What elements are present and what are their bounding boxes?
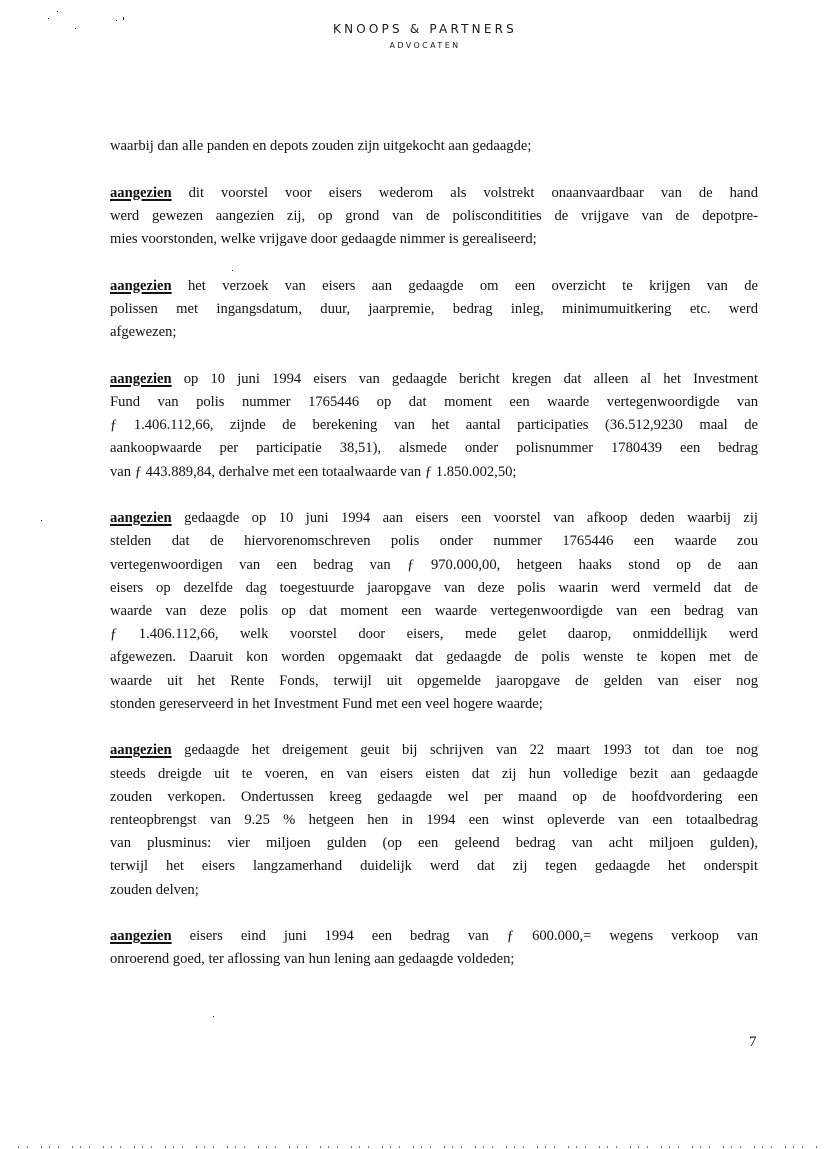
line-text: gedaagde op 10 juni 1994 aan eisers een voorstel van afkoop deden waarbij zij <box>171 510 758 527</box>
line-text: ƒ 1.406.112,66, zijnde de berekening van het aantal participaties (36.512,9230 maal de <box>110 417 758 434</box>
line-text: zouden delven; <box>110 881 199 898</box>
text-line <box>110 739 758 762</box>
text-line <box>110 205 758 228</box>
line-text: stonden gereserveerd in het Investment Fund met een veel hogere waarde; <box>110 695 543 712</box>
text-line <box>110 809 758 832</box>
line-text: Fund van polis nummer 1765446 op dat moment een waarde vertegenwoordigde van <box>110 394 758 410</box>
text-line <box>110 182 758 205</box>
text-line <box>110 321 758 344</box>
text-line <box>110 461 758 484</box>
text-line <box>110 855 758 878</box>
text-line <box>110 228 758 251</box>
line-text: vertegenwoordigen van een bedrag van ƒ 970.000,00, hetgeen haaks stond op de aan <box>110 556 758 573</box>
firm-subtitle: ADVOCATEN <box>389 41 461 50</box>
line-text: het verzoek van eisers aan gedaagde om een overzicht te krijgen van de <box>171 277 758 294</box>
paragraph <box>110 368 758 484</box>
firm-name: KNOOPS & PARTNERS <box>333 22 517 36</box>
text-line <box>110 786 758 809</box>
line-text: eisers eind juni 1994 een bedrag van ƒ 600.000,= wegens verkoop van <box>171 928 758 945</box>
paragraph <box>110 739 758 901</box>
line-text: zouden verkopen. Ondertussen kreeg gedaagde wel per maand op de hoofdvordering een <box>110 788 758 805</box>
text-line <box>110 623 758 646</box>
scan-speck <box>41 520 42 521</box>
line-text: eisers op dezelfde dag toegestuurde jaaropgave van deze polis waarin werd vermeld dat de <box>110 579 758 596</box>
text-line <box>110 763 758 786</box>
keyword-aangezien: aangezien <box>110 742 172 759</box>
scan-edge-noise <box>18 1146 818 1148</box>
scan-speck <box>75 28 76 29</box>
line-text: van ƒ 443.889,84, derhalve met een totaalwaarde van ƒ 1.850.002,50; <box>110 463 517 480</box>
line-text: aankoopwaarde per participatie 38,51), alsmede onder polisnummer 1780439 een bedrag <box>110 440 758 457</box>
text-line <box>110 693 758 716</box>
keyword-aangezien: aangezien <box>110 184 172 201</box>
scan-speck <box>123 17 124 20</box>
text-line <box>110 437 758 460</box>
keyword-aangezien: aangezien <box>110 510 172 527</box>
text-line <box>110 948 758 971</box>
line-text: op 10 juni 1994 eisers van gedaagde bericht kregen dat alleen al het Investment <box>171 370 758 387</box>
paragraph <box>110 507 758 716</box>
text-line <box>110 368 758 391</box>
line-text: waarde uit het Rente Fonds, terwijl uit opgemelde jaaropgave de gelden van eiser nog <box>110 672 758 689</box>
line-text: afgewezen. Daaruit kon worden opgemaakt dat gedaagde de polis wenste te kopen met de <box>110 649 758 666</box>
text-line <box>110 414 758 437</box>
text-line <box>110 600 758 623</box>
text-line <box>110 391 758 414</box>
line-text: renteopbrengst van 9.25 % hetgeen hen in 1994 een winst opleverde van een totaalbedrag <box>110 812 758 828</box>
text-line <box>110 879 758 902</box>
scan-speck <box>48 18 49 19</box>
paragraph <box>110 925 758 971</box>
paragraph <box>110 135 758 158</box>
keyword-aangezien: aangezien <box>110 277 172 294</box>
text-line <box>110 530 758 553</box>
document-body <box>110 135 758 995</box>
line-text: gedaagde het dreigement geuit bij schrijven van 22 maart 1993 tot dan toe nog <box>171 742 758 759</box>
line-text: afgewezen; <box>110 324 177 341</box>
text-line <box>110 275 758 298</box>
text-line <box>110 646 758 669</box>
text-line <box>110 670 758 693</box>
scan-speck <box>57 11 58 12</box>
text-line <box>110 507 758 530</box>
line-text: onroerend goed, ter aflossing van hun lening aan gedaagde voldeden; <box>110 951 515 968</box>
line-text: ƒ 1.406.112,66, welk voorstel door eisers, mede gelet daarop, onmiddellijk werd <box>110 626 758 643</box>
keyword-aangezien: aangezien <box>110 370 172 387</box>
scan-speck <box>116 20 117 21</box>
text-line <box>110 554 758 577</box>
text-line <box>110 925 758 948</box>
text-line <box>110 832 758 855</box>
line-text: van plusminus: vier miljoen gulden (op een geleend bedrag van acht miljoen gulden), <box>110 835 758 852</box>
letterhead <box>0 22 835 51</box>
page-number: 7 <box>749 1034 757 1050</box>
line-text: steeds dreigde uit te voeren, en van eisers eisten dat zij hun volledige bezit aan gedaagde <box>110 765 758 782</box>
text-line <box>110 577 758 600</box>
paragraph <box>110 275 758 345</box>
line-text: dit voorstel voor eisers wederom als volstrekt onaanvaardbaar van de hand <box>171 184 758 201</box>
line-text: mies voorstonden, welke vrijgave door gedaagde nimmer is gerealiseerd; <box>110 231 537 248</box>
line-text: waarde van deze polis op dat moment een waarde vertegenwoordigde van een bedrag van <box>110 603 758 619</box>
keyword-aangezien: aangezien <box>110 928 172 945</box>
line-text: polissen met ingangsdatum, duur, jaarpremie, bedrag inleg, minimumuitkering etc. werd <box>110 300 758 317</box>
line-text: waarbij dan alle panden en depots zouden zijn uitgekocht aan gedaagde; <box>110 138 532 154</box>
scan-speck <box>213 1016 214 1017</box>
text-line <box>110 298 758 321</box>
text-line <box>110 135 758 158</box>
paragraph <box>110 182 758 252</box>
line-text: terwijl het eisers langzamerhand duidelijk werd dat zij tegen gedaagde het onderspit <box>110 858 758 875</box>
line-text: stelden dat de hiervorenomschreven polis onder nummer 1765446 een waarde zou <box>110 533 758 550</box>
scan-speck <box>232 270 233 271</box>
line-text: werd gewezen aangezien zij, op grond van de polisconditities de vrijgave van de depotpre- <box>110 207 758 224</box>
